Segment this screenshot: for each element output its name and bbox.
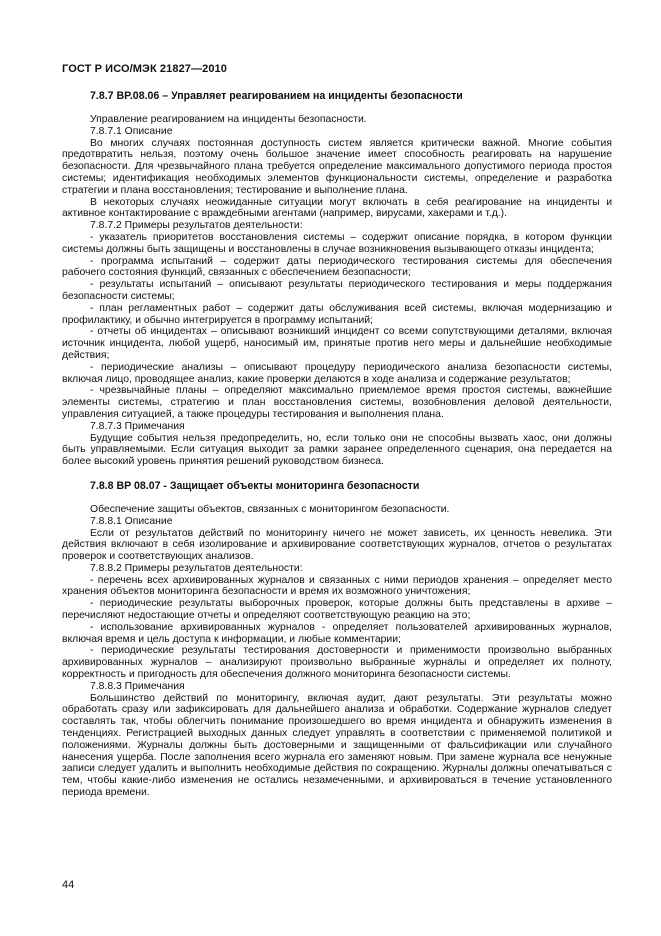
list-item: - указатель приоритетов восстановления системы – содержит описание порядка, в котором функции системы должны быть защищены и восстановлены в случае возникновения вызывающего отказы инцидента; <box>62 231 612 255</box>
list-item: - периодические результаты тестирования достоверности и применимости произвольно выбранных архивированных журналов – анализируют произвольно выбранные журналы и определяет их полноту, корректность и пригодность для обеспечения должного мониторинга безопасности системы. <box>62 645 612 681</box>
list-item: - чрезвычайные планы – определяют максимально приемлемое время простоя системы, важнейшие элементы системы, стратегию и план восстановления системы, возобновления деловой деятельности, управления ситуацией, а также процедуры тестирования и выполнения плана. <box>62 385 612 420</box>
list-item: - результаты испытаний – описывают результаты периодического тестирования и меры поддержания безопасности системы; <box>62 279 612 302</box>
list-item: - отчеты об инцидентах – описывают возникший инцидент со всеми сопутствующими деталями, включая источник инцидента, любой ущерб, наносимый им, принятые против него меры и дальнейшие необходимые действия; <box>62 326 612 361</box>
subsection-heading: 7.8.8.1 Описание <box>90 515 173 527</box>
subsection-heading: 7.8.7.1 Описание <box>90 125 173 137</box>
paragraph: Обеспечение защиты объектов, связанных с мониторингом безопасности. <box>90 503 450 515</box>
paragraph: В некоторых случаях неожиданные ситуации могут включать в себя реагирование на инциденты и активное контактирование с враждебными агентами (например, вирусами, хакерами и т.д.). <box>62 196 612 220</box>
section-7-8-8-title: 7.8.8 BP 08.07 - Защищает объекты мониторинга безопасности <box>90 479 420 492</box>
paragraph: Большинство действий по мониторингу, включая аудит, дают результаты. Эти результаты можно обработать сразу или зафиксировать для дальнейшего анализа и обработки. Содержание журналов следует составлять так, чтобы облегчить понимание произошедшего во время инцидента и обнаружить изменения в тенденциях. Регистрацией выходных данных следует управлять в соответствии с применяемой политикой и положениями. Журналы должны быть достоверными и защищенными от фальсификации или случайного нанесения ущерба. После заполнения всего журнала его заменяют новым. При замене журнала все ненужные записи следует удалить и выполнить необходимые действия по сокращению. Журналы должны опечатываться с тем, чтобы какие-либо изменения не остались незамеченными, и архивироваться в течение установленного периода времени. <box>62 692 612 799</box>
list-item: - программа испытаний – содержит даты периодического тестирования системы для обеспечения рабочего состояния функций, связанных с обеспечением безопасности; <box>62 255 612 279</box>
list-item: - периодические анализы – описывают процедуру периодического анализа безопасности системы, включая лицо, проводящее анализ, какие проверки делаются в ходе анализа и содержание результатов; <box>62 361 612 385</box>
paragraph: Будущие события нельзя предопределить, но, если только они не способны вызвать хаос, они должны быть управляемыми. Если ситуация выходит за рамки заранее определенного сценария, она передается на более высокий уровень принятия решений руководством бизнеса. <box>62 432 612 468</box>
paragraph: Если от результатов действий по мониторингу ничего не может зависеть, их ценность невелика. Эти действия включают в себя изолирование и архивирование соответствующих журналов, отчетов о результатах проверок и соответствующих анализов. <box>62 527 612 563</box>
list-item: - использование архивированных журналов - определяет пользователей архивированных журналов, включая время и цель доступа к информации, и любые комментарии; <box>62 621 612 645</box>
list-item: - периодические результаты выборочных проверок, которые должны быть представлены в архиве – перечисляют недостающие отчеты и определяют соответствующую реакцию на это; <box>62 598 612 622</box>
subsection-heading: 7.8.8.2 Примеры результатов деятельности: <box>90 562 303 574</box>
subsection-heading: 7.8.7.2 Примеры результатов деятельности: <box>90 220 303 232</box>
list-item: - перечень всех архивированных журналов и связанных с ними периодов хранения – определяет место хранения объектов мониторинга безопасности и время их возможного уничтожения; <box>62 574 612 598</box>
list-item: - план регламентных работ – содержит даты обслуживания всей системы, включая модернизацию и профилактику, и обычно интегрируется в программу испытаний; <box>62 302 612 326</box>
page-number: 44 <box>62 879 75 891</box>
paragraph: Во многих случаях постоянная доступность систем является критически важной. Многие события предотвратить нельзя, поэтому очень большое значение имеет способность реагировать на нарушение безопасности. Для чрезвычайного плана требуется определение максимального допустимого периода простоя системы; идентификация необходимых элементов функциональности системы, определение и разработка стратегии и плана восстановления; тестирование и выполнение плана. <box>62 137 612 196</box>
subsection-heading: 7.8.8.3 Примечания <box>90 680 185 692</box>
section-7-8-7-title: 7.8.7 BP.08.06 – Управляет реагированием на инциденты безопасности <box>90 90 463 102</box>
document-header: ГОСТ Р ИСО/МЭК 21827—2010 <box>62 63 227 75</box>
subsection-heading: 7.8.7.3 Примечания <box>90 420 185 432</box>
document-body <box>62 90 612 799</box>
paragraph: Управление реагированием на инциденты безопасности. <box>90 114 367 125</box>
